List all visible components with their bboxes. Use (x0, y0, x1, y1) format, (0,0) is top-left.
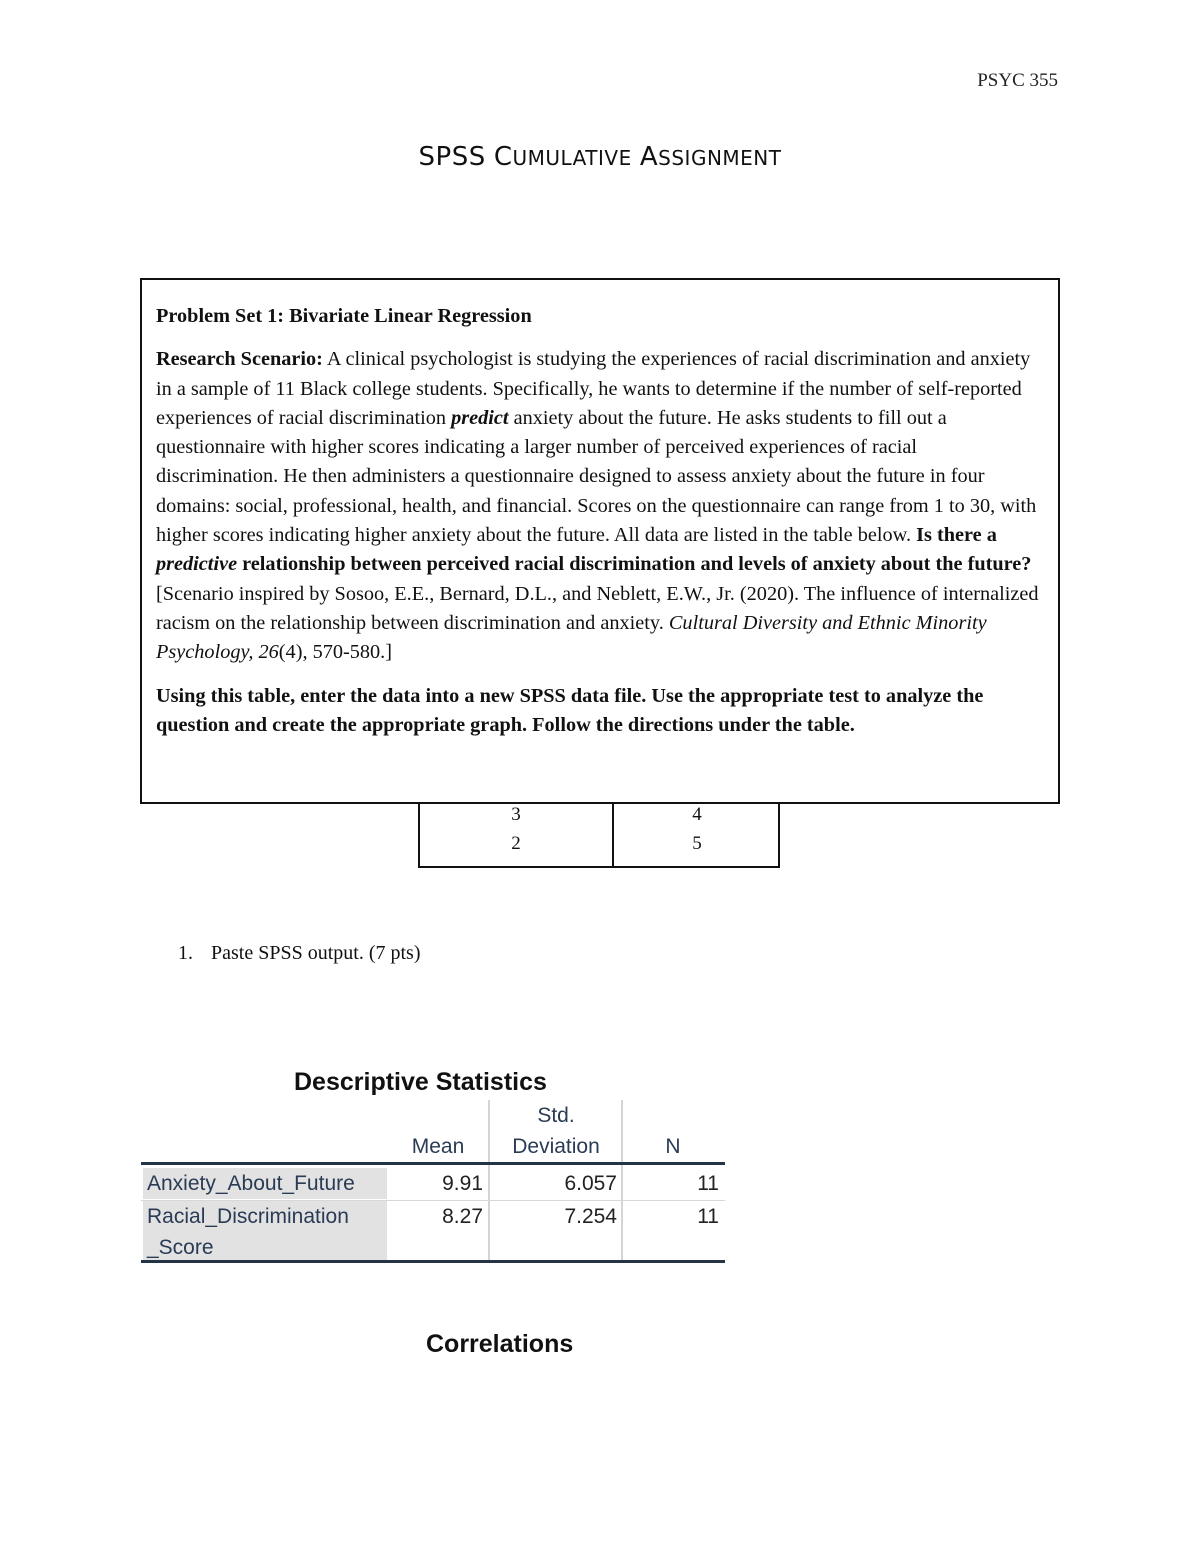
row-label-anxiety: Anxiety_About_Future (143, 1168, 387, 1199)
title-initial-a: A (639, 142, 659, 172)
table-top-rule (141, 1162, 725, 1165)
data-cell: 2 (511, 833, 521, 854)
problem-set-title: Problem Set 1: Bivariate Linear Regression (156, 305, 532, 327)
scenario-label: Research Scenario: (156, 348, 323, 371)
title-rest-assignment: SSIGNMENT (658, 146, 782, 170)
scenario-text-2: anxiety about the future. He asks students to fill out a questionnaire with higher scores indicating a larger number of perceived experiences of racial discrimination. He then administers a questionnaire designed to assess anxiety about the future in four domains: social, professional, health, and financial. Scores on the questionnaire can range from 1 to 30, with higher scores indicating higher anxiety about the future. All data are listed in the table below. (156, 406, 1037, 547)
data-column-2 (614, 800, 780, 858)
correlations-title: Correlations (426, 1330, 574, 1358)
course-header: PSYC 355 (977, 70, 1058, 91)
cell-sd: 6.057 (564, 1172, 617, 1195)
title-initial-c: C (493, 142, 513, 172)
cell-n: 11 (697, 1205, 719, 1228)
research-scenario (156, 345, 1044, 667)
question-number: 1. (178, 942, 193, 964)
scenario-text-1: A clinical psychologist is studying the experiences of racial discrimination and anxiety in a sample of 11 Black college students. Specifically, he wants to determine if the number of self-reported experiences of racial discrimination (156, 348, 1031, 429)
header-n: N (665, 1135, 681, 1158)
data-column-1 (420, 800, 612, 858)
column-divider (488, 1100, 490, 1262)
table-bottom-rule (141, 1260, 725, 1263)
question-1 (178, 942, 420, 965)
data-cell: 3 (511, 804, 521, 825)
document-title (0, 142, 1200, 172)
column-divider (621, 1100, 623, 1262)
cell-mean: 8.27 (442, 1205, 483, 1228)
header-mean: Mean (411, 1135, 465, 1158)
title-rest-cumulative: UMULATIVE (512, 146, 632, 170)
problem-set-box (140, 278, 1060, 804)
citation-journal: Cultural Diversity and Ethnic Minority Psychology, 26 (156, 611, 987, 664)
cell-n: 11 (697, 1172, 719, 1195)
data-cell: 5 (692, 833, 702, 854)
research-question: Is there a predictive relationship between perceived racial discrimination and levels of anxiety about the future? (156, 524, 1032, 576)
instructions: Using this table, enter the data into a new SPSS data file. Use the appropriate test to analyze the question and create the appropriate graph. Follow the directions under the table. (156, 684, 984, 736)
data-cell: 4 (692, 804, 702, 825)
cell-mean: 9.91 (442, 1172, 483, 1195)
title-word-spss: SPSS (418, 142, 486, 172)
cell-sd: 7.254 (564, 1205, 617, 1228)
citation-text-2: (4), 570-580.] (278, 641, 393, 664)
header-std-deviation: Std. Deviation (512, 1104, 600, 1158)
question-text: Paste SPSS output. (7 pts) (211, 942, 421, 964)
scenario-predict: predict (451, 406, 509, 429)
citation-text-1: [Scenario inspired by Sosoo, E.E., Bernard, D.L., and Neblett, E.W., Jr. (2020). The influence of internalized racism on the relationship between discrimination and anxiety. (156, 582, 1039, 634)
descriptive-statistics-title: Descriptive Statistics (294, 1068, 547, 1096)
row-label-racial-discrimination: Racial_Discrimination _Score (143, 1201, 387, 1260)
